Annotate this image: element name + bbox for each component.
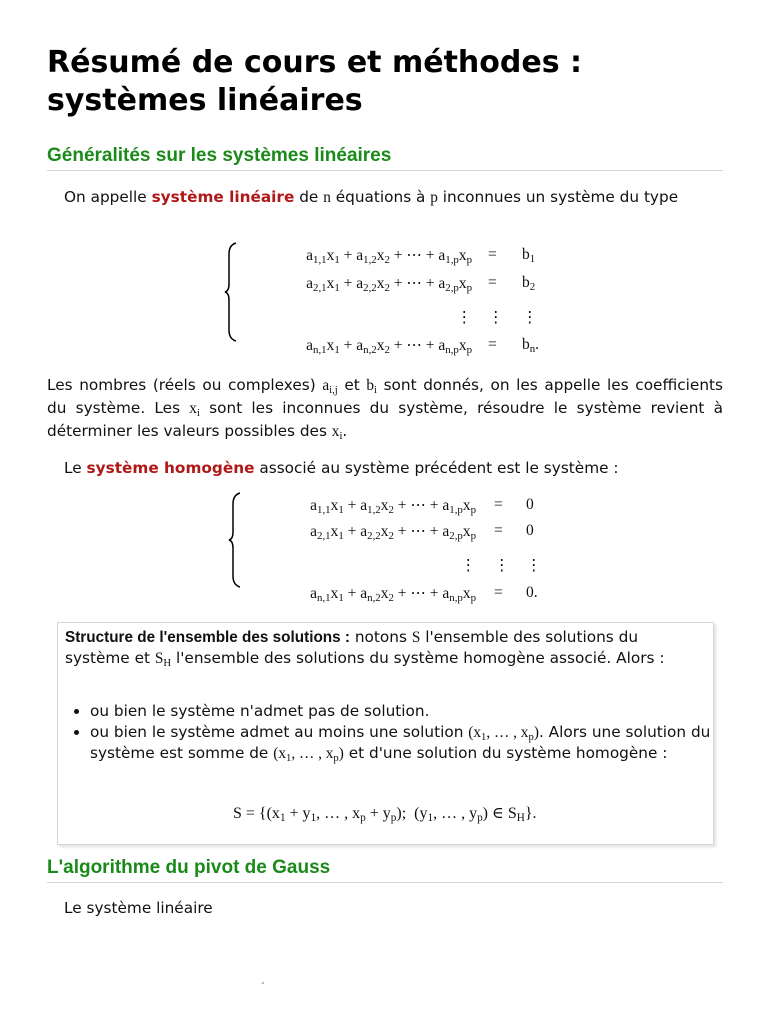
box-bullet-item: • ou bien le système n'admet pas de solution. bbox=[90, 701, 730, 722]
equation-rhs: $b_2$ bbox=[522, 274, 536, 293]
equation-lhs: ⋮ bbox=[456, 309, 472, 326]
intro-text-4: inconnues un système du type bbox=[437, 188, 679, 206]
equation-sign: = bbox=[488, 336, 497, 353]
var-n: n bbox=[323, 189, 331, 206]
box-bold-title: Structure de l'ensemble des solutions : bbox=[65, 629, 350, 646]
linear-system bbox=[224, 242, 554, 358]
homog-text-2: associé au système précédent est le système : bbox=[254, 459, 619, 477]
homogeneous-paragraph bbox=[64, 457, 724, 479]
box-bullet-item: • ou bien le système admet au moins une solution ($x_1$, … , $x_p$). Alors une solution du système est somme de ($x_1$, … , $x_p$) et d'une solution du système homogène : bbox=[90, 722, 730, 764]
intro-text-1: On appelle bbox=[64, 188, 152, 206]
homog-text-1: Le bbox=[64, 459, 87, 477]
equation-rhs: 0. bbox=[526, 584, 538, 601]
equation-sign: ⋮ bbox=[488, 309, 504, 326]
equation-lhs: $a_{1,1}x_1 + a_{1,2}x_2$ + ⋯ + $a_{1,p}x_p$ bbox=[310, 497, 476, 516]
box-rest-text: notons S l'ensemble des solutions du système et $S_H$ l'ensemble des solutions du système homogène associé. Alors : bbox=[65, 628, 665, 669]
gauss-intro-paragraph: Le système linéaire bbox=[64, 899, 213, 917]
equation-rhs: ⋮ bbox=[522, 309, 538, 326]
equation-lhs: $a_{2,1}x_1 + a_{2,2}x_2$ + ⋯ + $a_{2,p}x_p$ bbox=[310, 523, 476, 542]
equation-sign: = bbox=[494, 522, 503, 539]
homogeneous-system bbox=[228, 492, 558, 608]
box-bullet-list bbox=[66, 701, 730, 764]
equation-rhs: 0 bbox=[526, 522, 534, 539]
text-fragment: ´ bbox=[260, 982, 265, 993]
left-brace-icon bbox=[228, 492, 242, 588]
equation-rhs: $b_n$. bbox=[522, 336, 540, 355]
page-title: Résumé de cours et méthodes : systèmes linéaires bbox=[47, 45, 582, 118]
keyword-systeme-homogene: système homogène bbox=[86, 459, 255, 477]
equation-rhs: ⋮ bbox=[526, 557, 542, 574]
equation-sign: ⋮ bbox=[494, 557, 510, 574]
section-heading-generalites: Généralités sur les systèmes linéaires bbox=[47, 145, 723, 171]
equation-lhs: $a_{n,1}x_1 + a_{n,2}x_2$ + ⋯ + $a_{n,p}x_p$ bbox=[306, 337, 472, 356]
equation-lhs: $a_{2,1}x_1 + a_{2,2}x_2$ + ⋯ + $a_{2,p}x_p$ bbox=[306, 275, 472, 294]
solution-set-formula: $S = \{(x_1 + y_1$, … , $x_p + y_p$); ($y_1$, … , $y_p$) ∈ $S_H$}. bbox=[233, 805, 537, 824]
equation-sign: = bbox=[494, 496, 503, 513]
section-heading-gauss: L'algorithme du pivot de Gauss bbox=[47, 857, 723, 883]
equation-lhs: ⋮ bbox=[460, 557, 476, 574]
equation-sign: = bbox=[488, 274, 497, 291]
equation-lhs: $a_{1,1}x_1 + a_{1,2}x_2$ + ⋯ + $a_{1,p}x_p$ bbox=[306, 247, 472, 266]
coefficients-paragraph: Les nombres (réels ou complexes) $a_{i,j}$ et $b_i$ sont donnés, on les appelle les coefficients du système. Les $x_i$ sont les inconnues du système, résoudre le système revient à déterminer les valeurs possibles des $x_i$. bbox=[47, 376, 723, 442]
equation-lhs: $a_{n,1}x_1 + a_{n,2}x_2$ + ⋯ + $a_{n,p}x_p$ bbox=[310, 585, 476, 604]
equation-rhs: 0 bbox=[526, 496, 534, 513]
keyword-systeme-lineaire: système linéaire bbox=[151, 188, 295, 206]
equation-rhs: $b_1$ bbox=[522, 246, 536, 265]
solutions-structure-box bbox=[57, 622, 714, 845]
var-p: p bbox=[430, 189, 438, 206]
intro-text-2: de bbox=[294, 188, 324, 206]
equation-sign: = bbox=[494, 584, 503, 601]
box-text bbox=[65, 627, 705, 669]
left-brace-icon bbox=[224, 242, 238, 342]
equation-sign: = bbox=[488, 246, 497, 263]
intro-text-3: équations à bbox=[330, 188, 431, 206]
intro-paragraph bbox=[47, 186, 723, 209]
